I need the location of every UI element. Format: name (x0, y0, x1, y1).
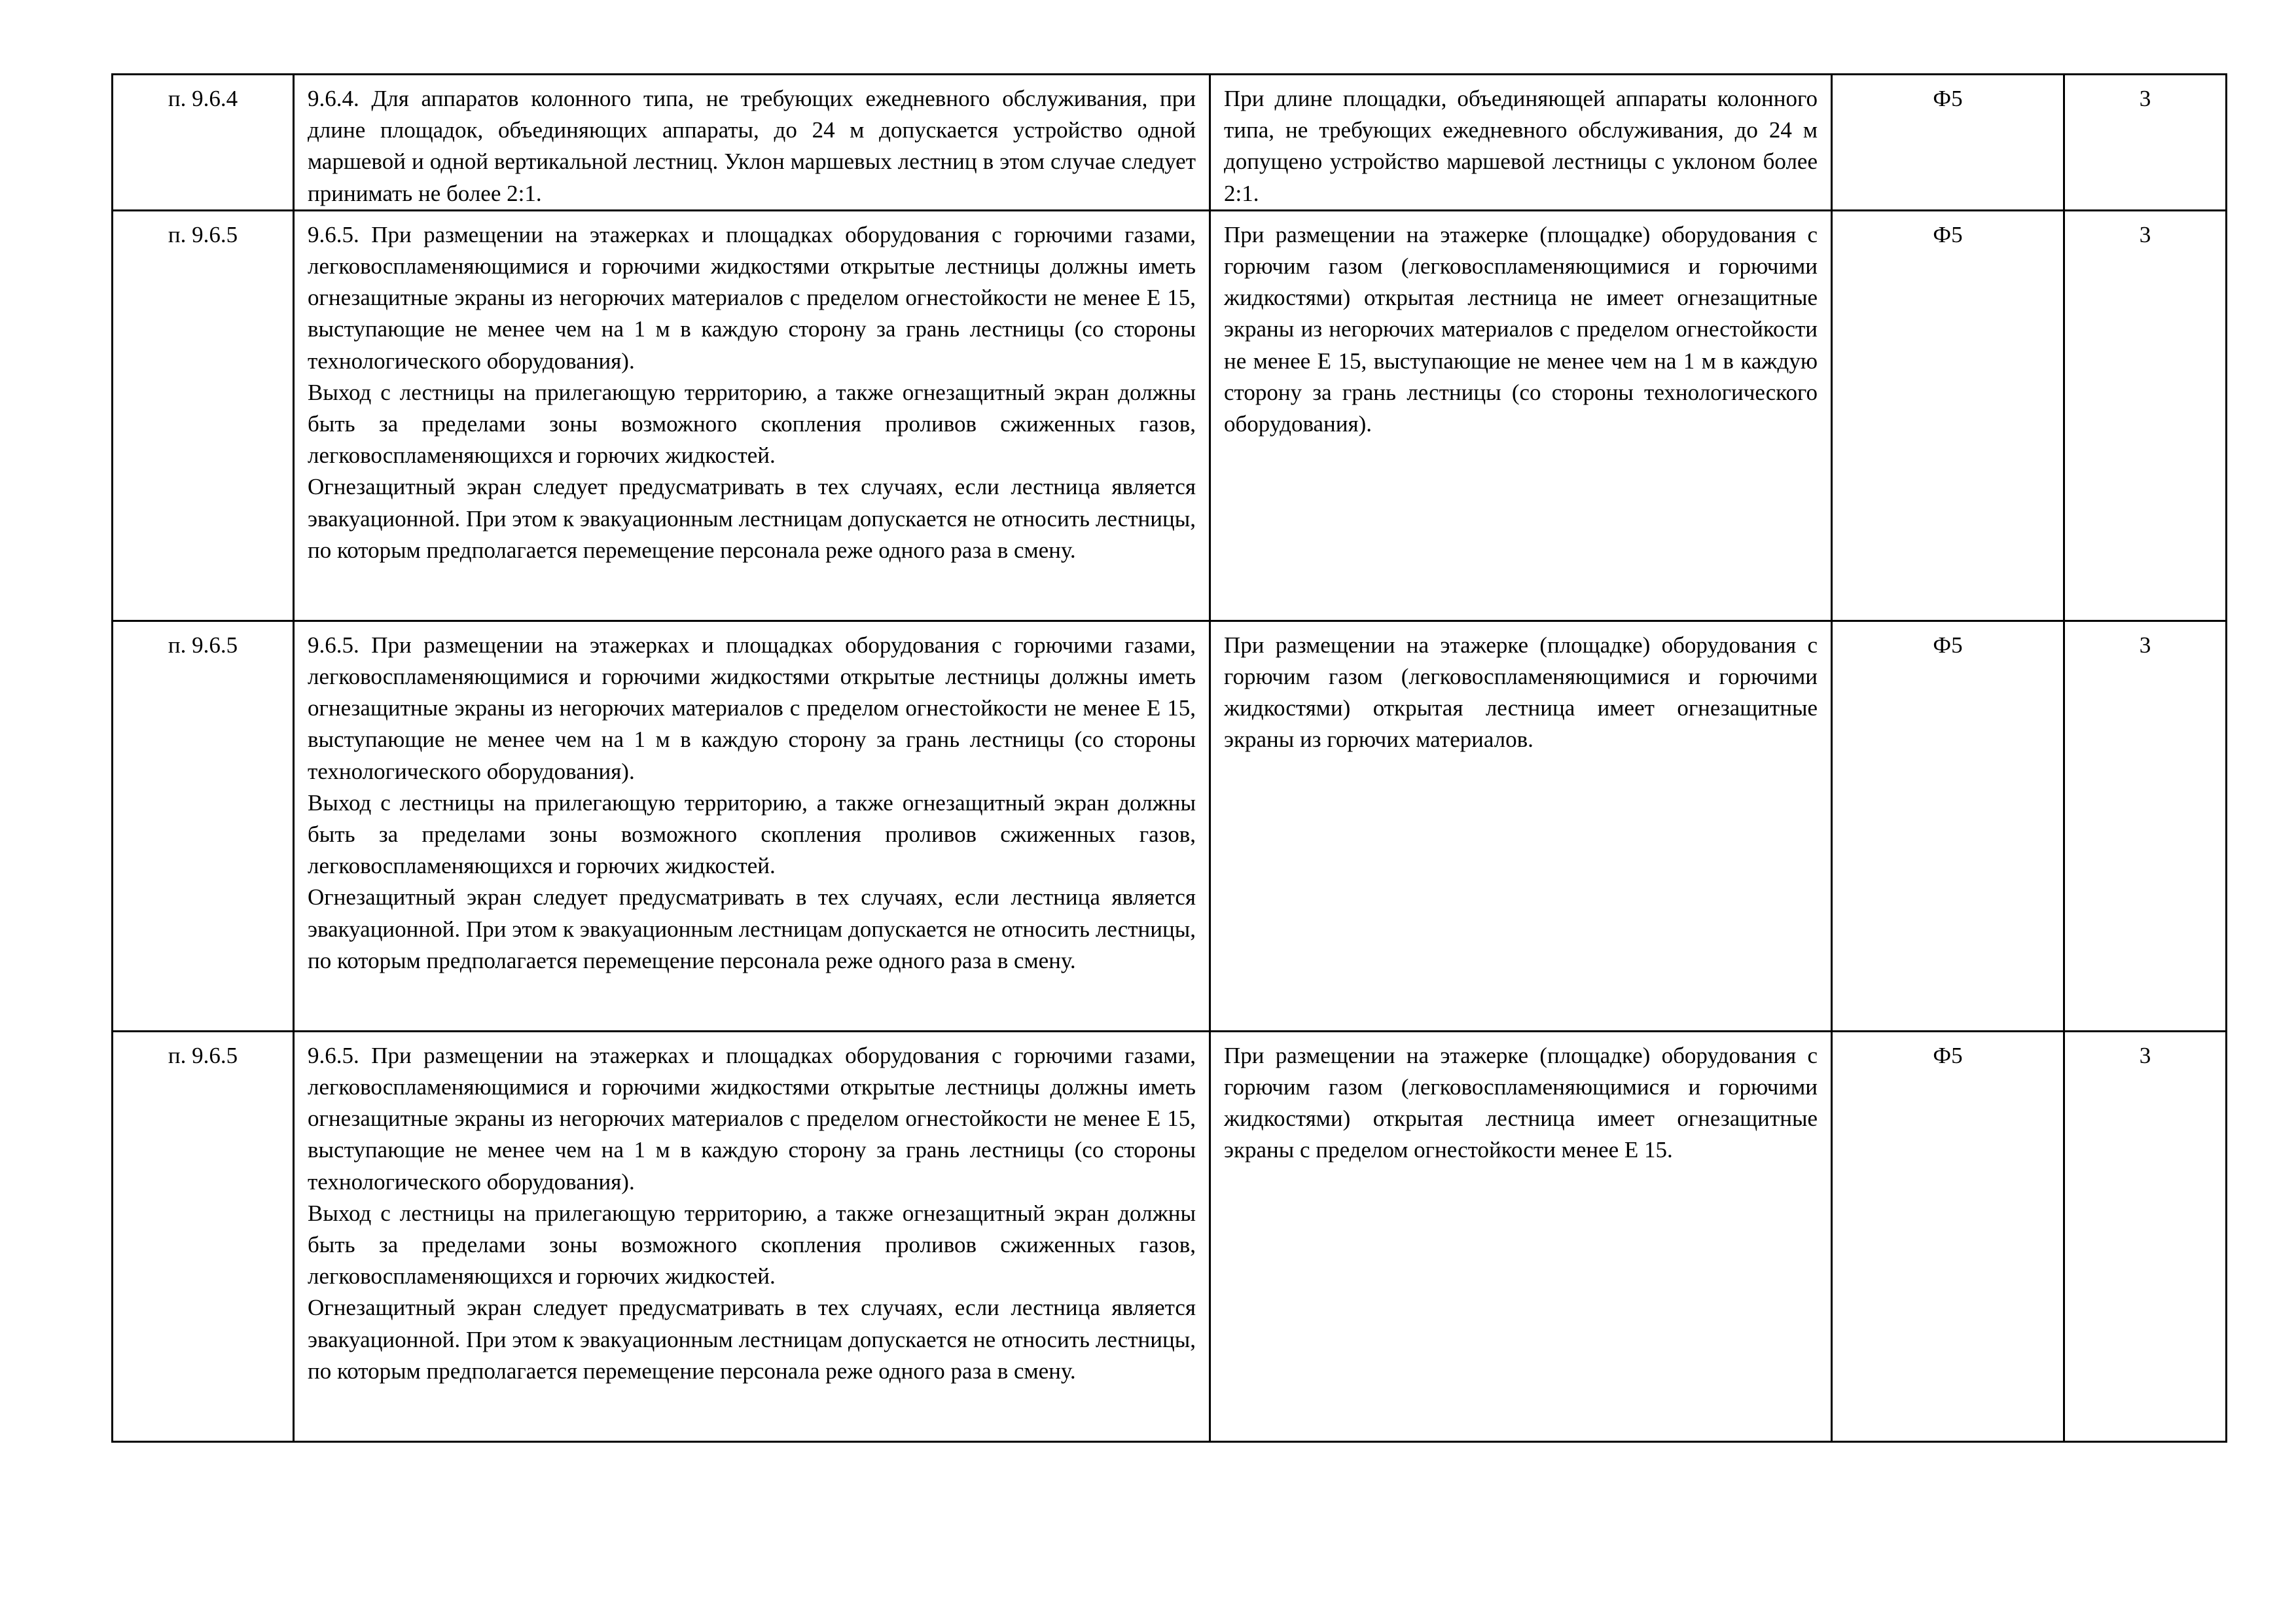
fire-hazard-class: Ф5 (1832, 1031, 2064, 1441)
requirement-paragraph: 9.6.5. При размещении на этажерках и площадках оборудования с горючими газами, легковоспламеняющимися и горючими жидкостями открытые лестницы должны иметь огнезащитные экраны из негорючих материалов с пределом огнестойкости не менее Е 15, выступающие не менее чем на 1 м в каждую сторону за грань лестницы (со стороны технологического оборудования). (308, 221, 1196, 374)
violation-description: При размещении на этажерке (площадке) оборудования с горючим газом (легковоспламеняющимися и горючими жидкостями) открытая лестница имеет огнезащитные экраны с пределом огнестойкости менее Е 15. (1210, 1031, 1832, 1441)
violation-description: При размещении на этажерке (площадке) оборудования с горючим газом (легковоспламеняющимися и горючими жидкостями) открытая лестница не имеет огнезащитные экраны из негорючих материалов с пределом огнестойкости не менее Е 15, выступающие не менее чем на 1 м в каждую сторону за грань лестницы (со стороны технологического оборудования). (1210, 210, 1832, 621)
requirement-paragraph: 9.6.4. Для аппаратов колонного типа, не требующих ежедневного обслуживания, при длине площадок, объединяющих аппараты, до 24 м допускается устройство одной маршевой и одной вертикальной лестниц. Уклон маршевых лестниц в этом случае следует принимать не более 2:1. (308, 86, 1196, 206)
requirement-paragraph: Огнезащитный экран следует предусматривать в тех случаях, если лестница является эвакуационной. При этом к эвакуационным лестницам допускается не относить лестницы, по которым предполагается перемещение персонала реже одного раза в смену. (308, 474, 1196, 563)
table-row (113, 210, 2227, 621)
requirement-paragraph: Огнезащитный экран следует предусматривать в тех случаях, если лестница является эвакуационной. При этом к эвакуационным лестницам допускается не относить лестницы, по которым предполагается перемещение персонала реже одного раза в смену. (308, 884, 1196, 973)
rating-value: 3 (2064, 210, 2227, 621)
requirement-paragraph: Огнезащитный экран следует предусматривать в тех случаях, если лестница является эвакуационной. При этом к эвакуационным лестницам допускается не относить лестницы, по которым предполагается перемещение персонала реже одного раза в смену. (308, 1295, 1196, 1384)
fire-hazard-class: Ф5 (1832, 621, 2064, 1031)
rating-value: 3 (2064, 1031, 2227, 1441)
table-row (113, 621, 2227, 1031)
requirement-paragraph: 9.6.5. При размещении на этажерках и площадках оборудования с горючими газами, легковоспламеняющимися и горючими жидкостями открытые лестницы должны иметь огнезащитные экраны из негорючих материалов с пределом огнестойкости не менее Е 15, выступающие не менее чем на 1 м в каждую сторону за грань лестницы (со стороны технологического оборудования). (308, 1042, 1196, 1195)
clause-reference: п. 9.6.5 (113, 621, 294, 1031)
requirement-paragraph: Выход с лестницы на прилегающую территорию, а также огнезащитный экран должны быть за пределами зоны возможного скопления проливов сжиженных газов, легковоспламеняющихся и горючих жидкостей. (308, 379, 1196, 469)
fire-hazard-class: Ф5 (1832, 75, 2064, 211)
rating-value: 3 (2064, 621, 2227, 1031)
requirement-paragraph: Выход с лестницы на прилегающую территорию, а также огнезащитный экран должны быть за пределами зоны возможного скопления проливов сжиженных газов, легковоспламеняющихся и горючих жидкостей. (308, 789, 1196, 879)
table-row (113, 75, 2227, 211)
clause-reference: п. 9.6.5 (113, 210, 294, 621)
table-row (113, 1031, 2227, 1441)
rating-value: 3 (2064, 75, 2227, 211)
requirement-text (294, 1031, 1210, 1441)
requirement-text (294, 210, 1210, 621)
requirement-text (294, 75, 1210, 211)
violation-description: При длине площадки, объединяющей аппараты колонного типа, не требующих ежедневного обслуживания, до 24 м допущено устройство маршевой лестницы с уклоном более 2:1. (1210, 75, 1832, 211)
clause-reference: п. 9.6.4 (113, 75, 294, 211)
requirement-paragraph: 9.6.5. При размещении на этажерках и площадках оборудования с горючими газами, легковоспламеняющимися и горючими жидкостями открытые лестницы должны иметь огнезащитные экраны из негорючих материалов с пределом огнестойкости не менее Е 15, выступающие не менее чем на 1 м в каждую сторону за грань лестницы (со стороны технологического оборудования). (308, 632, 1196, 784)
requirement-text (294, 621, 1210, 1031)
requirement-paragraph: Выход с лестницы на прилегающую территорию, а также огнезащитный экран должны быть за пределами зоны возможного скопления проливов сжиженных газов, легковоспламеняющихся и горючих жидкостей. (308, 1200, 1196, 1290)
fire-hazard-class: Ф5 (1832, 210, 2064, 621)
clause-reference: п. 9.6.5 (113, 1031, 294, 1441)
violation-description: При размещении на этажерке (площадке) оборудования с горючим газом (легковоспламеняющимися и горючими жидкостями) открытая лестница имеет огнезащитные экраны из горючих материалов. (1210, 621, 1832, 1031)
requirements-table (111, 73, 2227, 1443)
